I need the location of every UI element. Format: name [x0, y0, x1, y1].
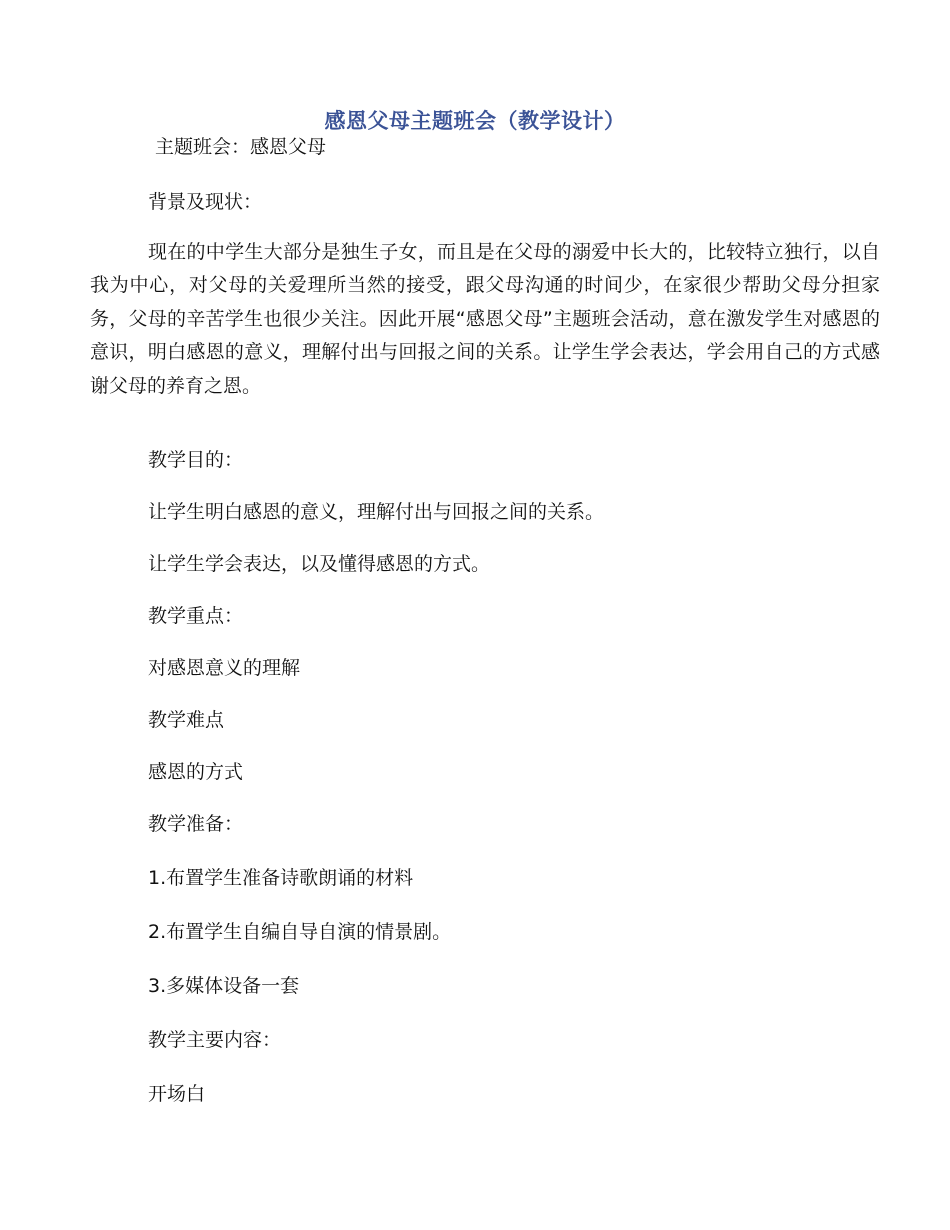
prep-item-3: 3.多媒体设备一套 — [148, 975, 300, 997]
background-paragraph: 现在的中学生大部分是独生子女，而且是在父母的溺爱中长大的，比较特立独行，以自我为中心，对父母的关爱理所当然的接受，跟父母沟通的时间少，在家很少帮助父母分担家务，父母的辛苦学生也很少关注。因此开展“感恩父母”主题班会活动，意在激发学生对感恩的意识，明白感恩的意义，理解付出与回报之间的关系。让学生学会表达，学会用自己的方式感谢父母的养育之恩。 — [90, 241, 880, 397]
content-item-1: 开场白 — [148, 1083, 206, 1105]
prep-heading: 教学准备： — [148, 813, 244, 835]
document-title: 感恩父母主题班会（教学设计） — [324, 109, 626, 133]
key-heading: 教学重点： — [148, 605, 244, 627]
difficulty-text: 感恩的方式 — [148, 761, 244, 783]
goals-heading: 教学目的： — [148, 449, 244, 471]
goal-item-1: 让学生明白感恩的意义，理解付出与回报之间的关系。 — [148, 501, 605, 523]
difficulty-heading: 教学难点 — [148, 709, 225, 731]
prep-item-2: 2.布置学生自编自导自演的情景剧。 — [148, 921, 452, 943]
background-heading: 背景及现状： — [148, 191, 263, 213]
content-heading: 教学主要内容： — [148, 1029, 282, 1051]
key-text: 对感恩意义的理解 — [148, 657, 301, 679]
goal-item-2: 让学生学会表达，以及懂得感恩的方式。 — [148, 553, 491, 575]
prep-item-1: 1.布置学生准备诗歌朗诵的材料 — [148, 867, 414, 889]
subtitle: 主题班会：感恩父母 — [155, 136, 327, 158]
